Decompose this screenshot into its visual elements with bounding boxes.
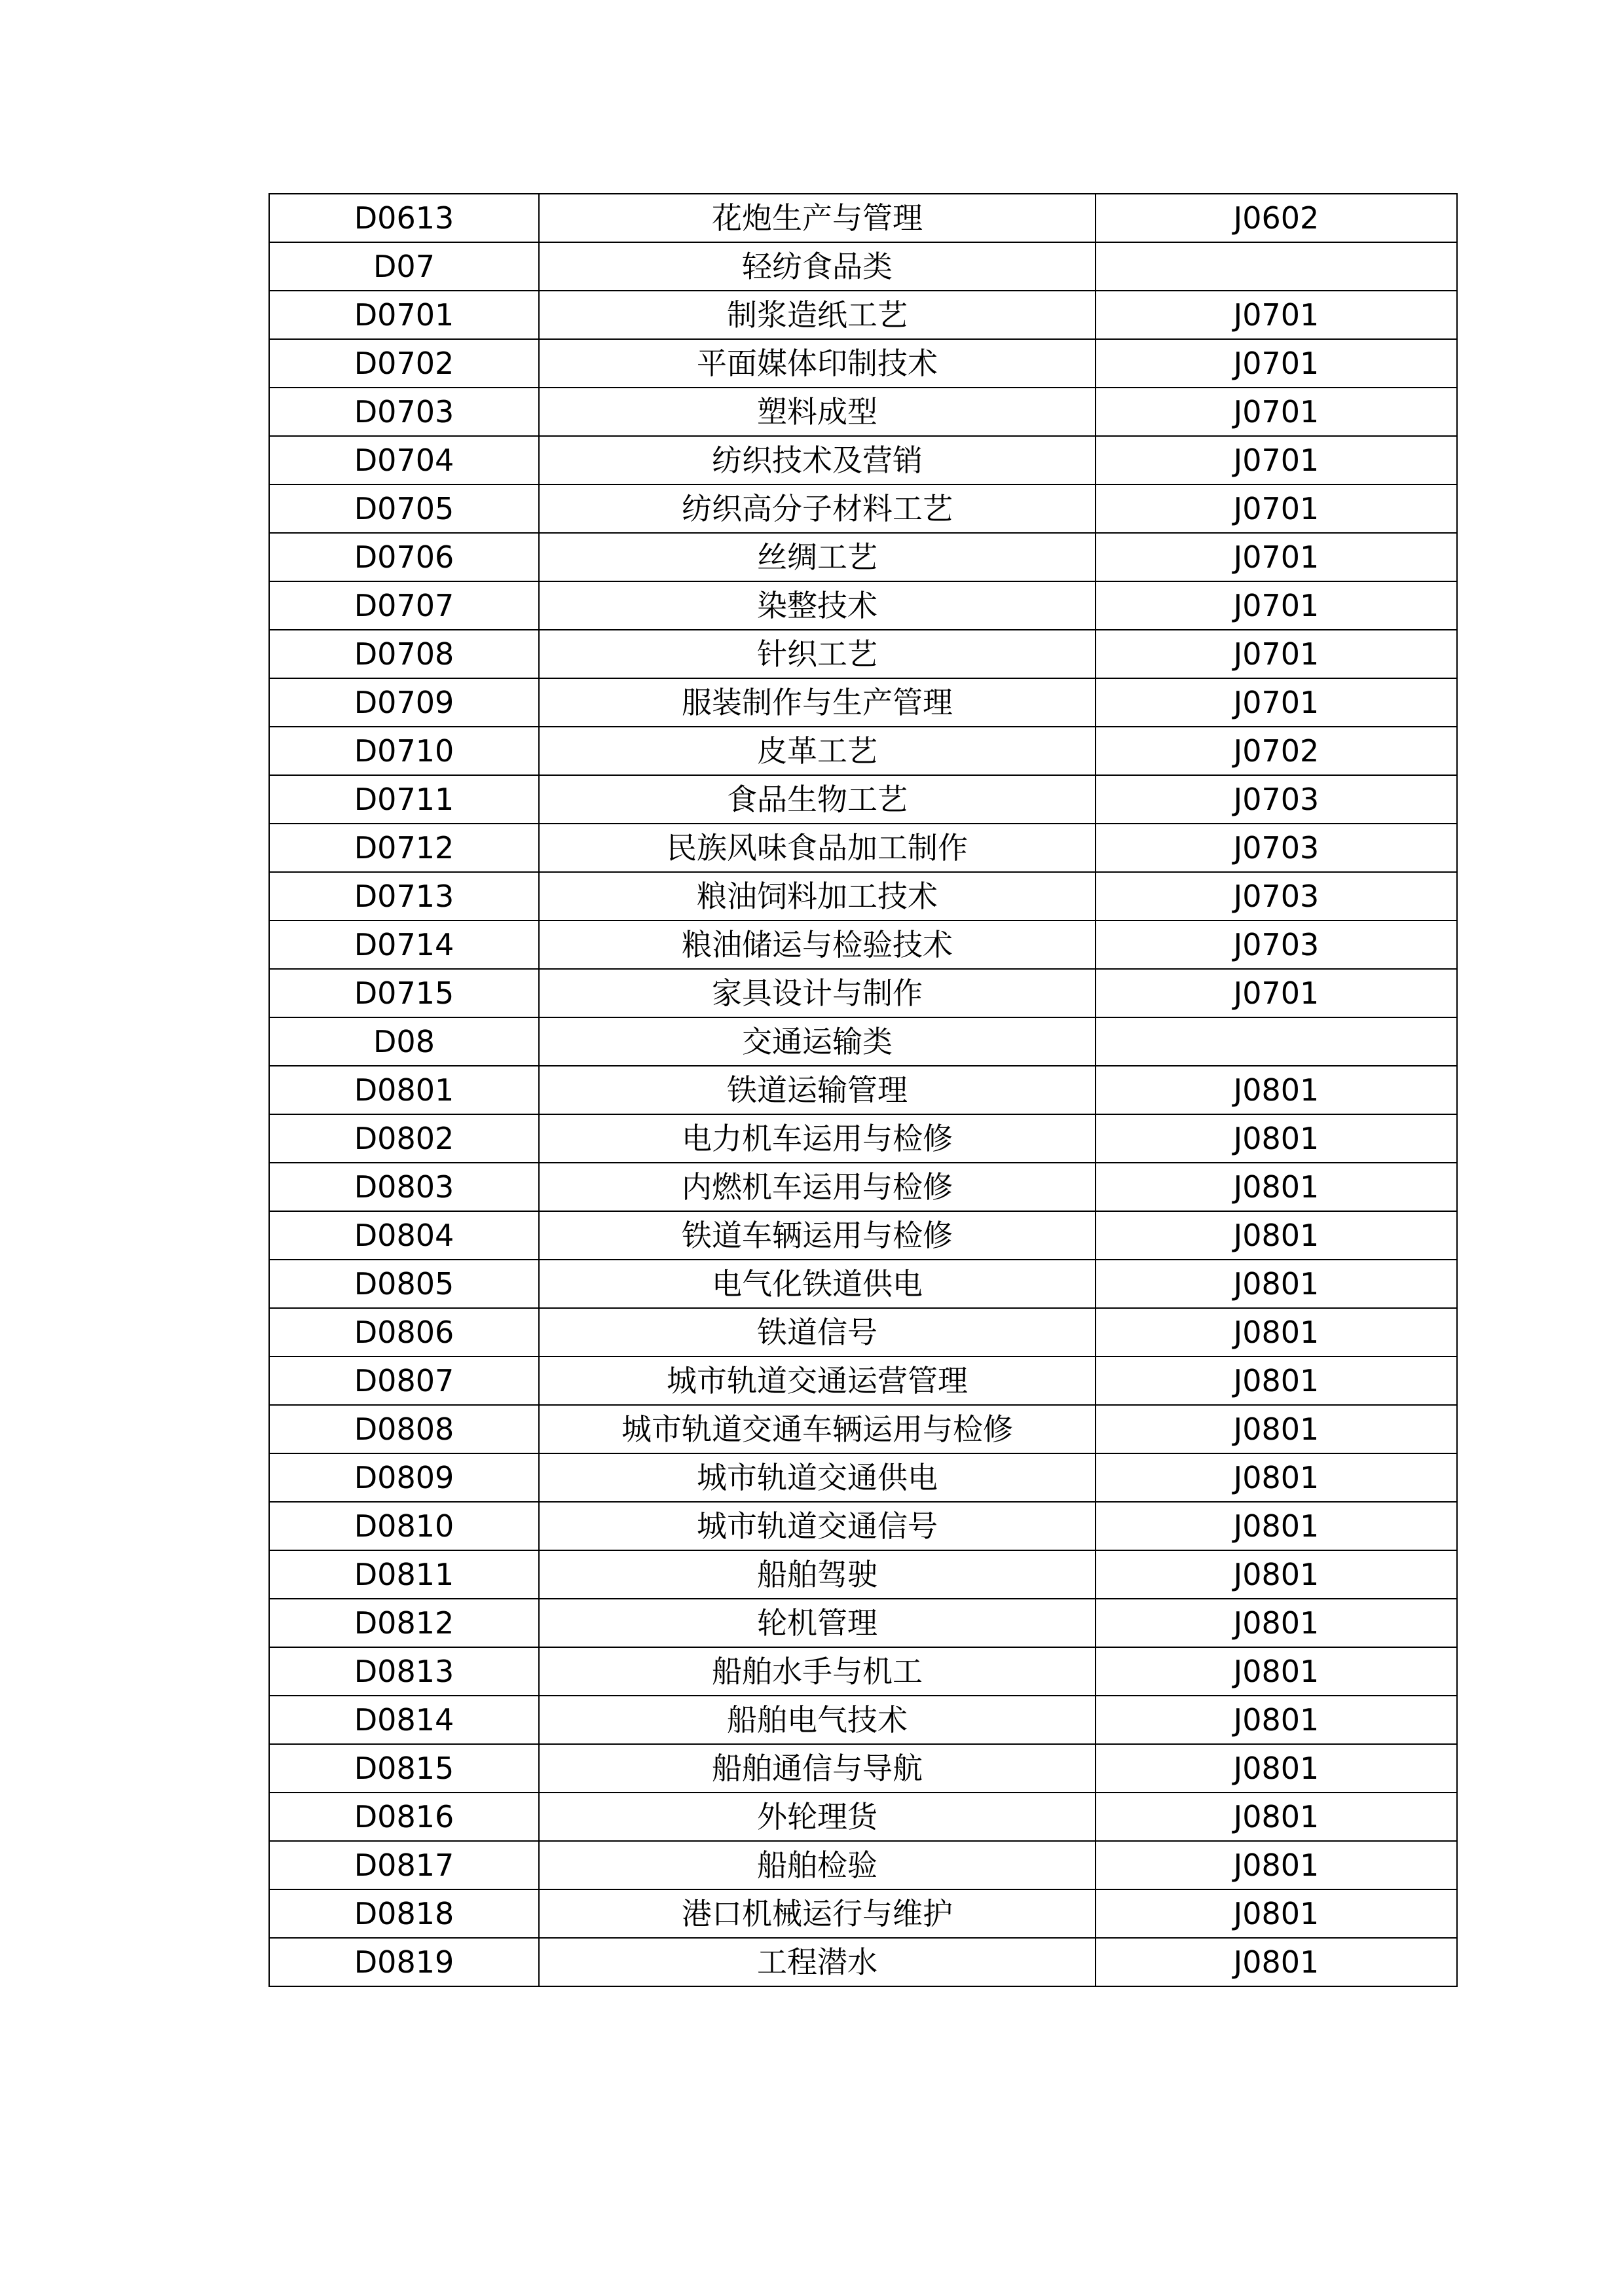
table-row <box>269 1066 1457 1114</box>
major-name-cell: 粮油饲料加工技术 <box>539 872 1096 920</box>
code-cell: D0819 <box>269 1938 539 1986</box>
table-row <box>269 1308 1457 1357</box>
code-cell: D0714 <box>269 920 539 969</box>
major-name-cell: 塑料成型 <box>539 388 1096 436</box>
major-code-table <box>268 193 1458 1987</box>
table-body <box>269 194 1457 1986</box>
code-cell: D0803 <box>269 1163 539 1211</box>
table-row <box>269 1599 1457 1647</box>
table-row <box>269 242 1457 291</box>
code-cell: D07 <box>269 242 539 291</box>
major-name-cell: 民族风味食品加工制作 <box>539 824 1096 872</box>
code-cell: D0818 <box>269 1889 539 1938</box>
category-code-cell: J0703 <box>1096 775 1457 824</box>
category-code-cell: J0702 <box>1096 727 1457 775</box>
code-cell: D0713 <box>269 872 539 920</box>
table-row <box>269 775 1457 824</box>
table-row <box>269 824 1457 872</box>
major-name-cell: 食品生物工艺 <box>539 775 1096 824</box>
category-code-cell: J0801 <box>1096 1841 1457 1889</box>
table-row <box>269 1793 1457 1841</box>
category-code-cell: J0801 <box>1096 1793 1457 1841</box>
table-row <box>269 1405 1457 1453</box>
table-row <box>269 969 1457 1017</box>
category-code-cell: J0801 <box>1096 1696 1457 1744</box>
major-name-cell: 皮革工艺 <box>539 727 1096 775</box>
category-code-cell: J0801 <box>1096 1647 1457 1696</box>
major-name-cell: 城市轨道交通信号 <box>539 1502 1096 1550</box>
major-name-cell: 船舶驾驶 <box>539 1550 1096 1599</box>
category-code-cell <box>1096 242 1457 291</box>
table-row <box>269 1550 1457 1599</box>
category-code-cell: J0701 <box>1096 533 1457 581</box>
major-name-cell: 交通运输类 <box>539 1017 1096 1066</box>
major-name-cell: 丝绸工艺 <box>539 533 1096 581</box>
table-row <box>269 533 1457 581</box>
category-code-cell: J0701 <box>1096 969 1457 1017</box>
category-code-cell: J0701 <box>1096 339 1457 388</box>
code-cell: D0701 <box>269 291 539 339</box>
code-cell: D0809 <box>269 1453 539 1502</box>
code-cell: D0708 <box>269 630 539 678</box>
major-name-cell: 粮油储运与检验技术 <box>539 920 1096 969</box>
category-code-cell: J0801 <box>1096 1502 1457 1550</box>
category-code-cell: J0801 <box>1096 1308 1457 1357</box>
category-code-cell: J0703 <box>1096 872 1457 920</box>
major-name-cell: 工程潜水 <box>539 1938 1096 1986</box>
code-cell: D0813 <box>269 1647 539 1696</box>
major-name-cell: 服装制作与生产管理 <box>539 678 1096 727</box>
code-cell: D0808 <box>269 1405 539 1453</box>
table-row <box>269 920 1457 969</box>
major-name-cell: 内燃机车运用与检修 <box>539 1163 1096 1211</box>
major-name-cell: 外轮理货 <box>539 1793 1096 1841</box>
table-row <box>269 339 1457 388</box>
code-cell: D0802 <box>269 1114 539 1163</box>
table-row <box>269 678 1457 727</box>
table-row <box>269 1841 1457 1889</box>
table-row <box>269 388 1457 436</box>
category-code-cell: J0801 <box>1096 1114 1457 1163</box>
category-code-cell: J0701 <box>1096 388 1457 436</box>
table-row <box>269 727 1457 775</box>
category-code-cell: J0801 <box>1096 1889 1457 1938</box>
table-row <box>269 1938 1457 1986</box>
code-cell: D0811 <box>269 1550 539 1599</box>
code-cell: D0815 <box>269 1744 539 1793</box>
major-name-cell: 船舶水手与机工 <box>539 1647 1096 1696</box>
category-code-cell: J0801 <box>1096 1599 1457 1647</box>
table-row <box>269 1453 1457 1502</box>
category-code-cell: J0801 <box>1096 1066 1457 1114</box>
code-cell: D0807 <box>269 1357 539 1405</box>
table-row <box>269 1017 1457 1066</box>
major-name-cell: 轻纺食品类 <box>539 242 1096 291</box>
major-name-cell: 船舶电气技术 <box>539 1696 1096 1744</box>
table-row <box>269 1744 1457 1793</box>
code-cell: D0705 <box>269 484 539 533</box>
code-cell: D0710 <box>269 727 539 775</box>
table-row <box>269 1502 1457 1550</box>
code-cell: D0805 <box>269 1260 539 1308</box>
table-row <box>269 1696 1457 1744</box>
category-code-cell: J0801 <box>1096 1453 1457 1502</box>
category-code-cell: J0701 <box>1096 484 1457 533</box>
category-code-cell: J0701 <box>1096 291 1457 339</box>
code-cell: D0806 <box>269 1308 539 1357</box>
major-name-cell: 铁道车辆运用与检修 <box>539 1211 1096 1260</box>
major-name-cell: 电力机车运用与检修 <box>539 1114 1096 1163</box>
code-cell: D0712 <box>269 824 539 872</box>
major-name-cell: 纺织技术及营销 <box>539 436 1096 484</box>
major-name-cell: 制浆造纸工艺 <box>539 291 1096 339</box>
table-row <box>269 484 1457 533</box>
code-cell: D0707 <box>269 581 539 630</box>
category-code-cell: J0701 <box>1096 630 1457 678</box>
category-code-cell: J0801 <box>1096 1550 1457 1599</box>
category-code-cell: J0602 <box>1096 194 1457 242</box>
code-cell: D0709 <box>269 678 539 727</box>
major-name-cell: 船舶检验 <box>539 1841 1096 1889</box>
category-code-cell: J0801 <box>1096 1744 1457 1793</box>
category-code-cell: J0703 <box>1096 824 1457 872</box>
major-name-cell: 城市轨道交通车辆运用与检修 <box>539 1405 1096 1453</box>
category-code-cell: J0801 <box>1096 1260 1457 1308</box>
code-cell: D0715 <box>269 969 539 1017</box>
category-code-cell: J0801 <box>1096 1163 1457 1211</box>
code-cell: D0703 <box>269 388 539 436</box>
table-row <box>269 1647 1457 1696</box>
code-cell: D0704 <box>269 436 539 484</box>
category-code-cell: J0703 <box>1096 920 1457 969</box>
table-row <box>269 1260 1457 1308</box>
major-name-cell: 轮机管理 <box>539 1599 1096 1647</box>
category-code-cell: J0801 <box>1096 1211 1457 1260</box>
code-cell: D0711 <box>269 775 539 824</box>
table-row <box>269 194 1457 242</box>
table-row <box>269 872 1457 920</box>
table-row <box>269 630 1457 678</box>
table-row <box>269 436 1457 484</box>
major-name-cell: 电气化铁道供电 <box>539 1260 1096 1308</box>
major-name-cell: 染整技术 <box>539 581 1096 630</box>
code-cell: D0706 <box>269 533 539 581</box>
category-code-cell <box>1096 1017 1457 1066</box>
major-name-cell: 港口机械运行与维护 <box>539 1889 1096 1938</box>
table-row <box>269 1114 1457 1163</box>
major-name-cell: 城市轨道交通供电 <box>539 1453 1096 1502</box>
code-cell: D0613 <box>269 194 539 242</box>
major-name-cell: 铁道信号 <box>539 1308 1096 1357</box>
table-row <box>269 291 1457 339</box>
major-name-cell: 平面媒体印制技术 <box>539 339 1096 388</box>
table-row <box>269 581 1457 630</box>
major-name-cell: 船舶通信与导航 <box>539 1744 1096 1793</box>
major-name-cell: 城市轨道交通运营管理 <box>539 1357 1096 1405</box>
category-code-cell: J0701 <box>1096 436 1457 484</box>
code-cell: D0814 <box>269 1696 539 1744</box>
code-cell: D0812 <box>269 1599 539 1647</box>
table-row <box>269 1163 1457 1211</box>
table-row <box>269 1357 1457 1405</box>
category-code-cell: J0801 <box>1096 1357 1457 1405</box>
major-name-cell: 针织工艺 <box>539 630 1096 678</box>
category-code-cell: J0801 <box>1096 1405 1457 1453</box>
major-name-cell: 铁道运输管理 <box>539 1066 1096 1114</box>
major-name-cell: 家具设计与制作 <box>539 969 1096 1017</box>
category-code-cell: J0801 <box>1096 1938 1457 1986</box>
code-cell: D0817 <box>269 1841 539 1889</box>
code-cell: D0804 <box>269 1211 539 1260</box>
code-cell: D0816 <box>269 1793 539 1841</box>
category-code-cell: J0701 <box>1096 581 1457 630</box>
code-cell: D0702 <box>269 339 539 388</box>
table-row <box>269 1211 1457 1260</box>
code-cell: D08 <box>269 1017 539 1066</box>
major-name-cell: 花炮生产与管理 <box>539 194 1096 242</box>
category-code-cell: J0701 <box>1096 678 1457 727</box>
table-row <box>269 1889 1457 1938</box>
code-cell: D0810 <box>269 1502 539 1550</box>
code-cell: D0801 <box>269 1066 539 1114</box>
major-name-cell: 纺织高分子材料工艺 <box>539 484 1096 533</box>
